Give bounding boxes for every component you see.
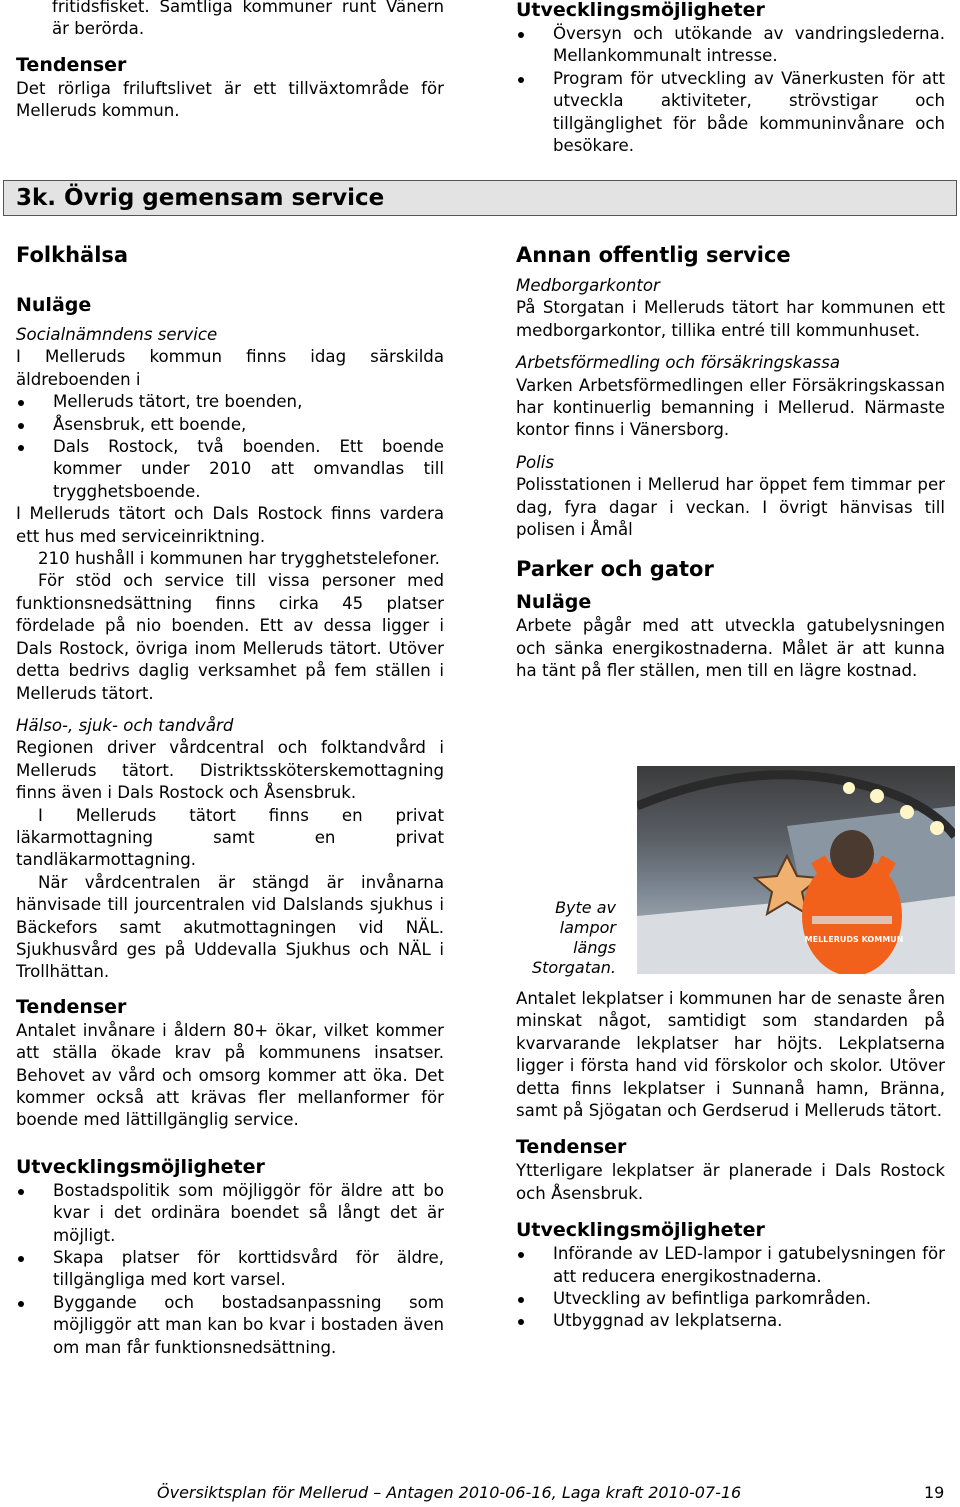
- arbets-title: Arbetsförmedling och försäkringskassa: [516, 353, 841, 373]
- folkhalsa-heading: Folkhälsa: [16, 243, 129, 267]
- top-left-column: [16, 0, 444, 123]
- list-item: Åsensbruk, ett boende,: [16, 414, 444, 436]
- social-intro: I Melleruds kommun finns idag särskilda äldreboenden i: [16, 347, 444, 389]
- left-column: [16, 241, 444, 1359]
- tendenser-text-right: Ytterligare lekplatser är planerade i Dals Rostock och Åsensbruk.: [516, 1161, 945, 1203]
- vest-print: MELLERUDS KOMMUN: [804, 935, 904, 944]
- page-number: 19: [924, 1483, 945, 1502]
- halso-p3: När vårdcentralen är stängd är invånarna hänvisade till jourcentralen vid Dalslands sjukhus i Bäckefors samt akutmottagningen vid NÄL. Sjukhusvård ges på Uddevalla Sjukhus och NÄL i Trollhättan.: [16, 872, 444, 982]
- list-item: Dals Rostock, två boenden. Ett boende kommer under 2010 att omvandlas till trygghetsboende.: [16, 436, 444, 503]
- right-column: [516, 241, 945, 683]
- medborg-title: Medborgarkontor: [516, 276, 660, 295]
- right-column-lower: [516, 988, 945, 1333]
- nulage-heading: Nuläge: [16, 294, 92, 316]
- parker-nulage-text: Arbete pågår med att utveckla gatubelysningen och sänka energikostnaderna. Målet är att kunna ha tänt på fler ställen, men till en lägre kostnad.: [516, 616, 945, 681]
- tendenser-heading: Tendenser: [16, 995, 127, 1018]
- utv-list-right: [516, 1243, 945, 1333]
- list-item: Program för utveckling av Vänerkusten för att utveckla aktiviteter, strövstigar och tillgänglighet för både kommuninvånare och besökare.: [516, 68, 945, 158]
- annan-heading: Annan offentlig service: [516, 243, 791, 267]
- utv-heading-top: Utvecklingsmöjligheter: [516, 0, 765, 21]
- utv-list-top: [516, 23, 945, 157]
- halso-p1: Regionen driver vårdcentral och folktandvård i Melleruds tätort. Distriktssköterskemottagning finns även i Dals Rostock och Åsensbruk.: [16, 738, 444, 803]
- section-title: 3k. Övrig gemensam service: [16, 185, 385, 211]
- list-item: Översyn och utökande av vandringslederna. Mellankommunalt intresse.: [516, 23, 945, 68]
- tendenser-text-top: Det rörliga friluftslivet är ett tillväxtområde för Melleruds kommun.: [16, 78, 444, 121]
- trygg-paragraph: 210 hushåll i kommunen har trygghetstelefoner.: [38, 549, 440, 569]
- medborg-text: På Storgatan i Melleruds tätort har kommunen ett medborgarkontor, tillika entré till kommunhuset.: [516, 298, 945, 340]
- polis-title: Polis: [516, 452, 555, 472]
- hus-paragraph: I Melleruds tätort och Dals Rostock finns vardera ett hus med serviceinriktning.: [16, 504, 444, 546]
- list-item: Utveckling av befintliga parkområden.: [516, 1288, 945, 1310]
- arbets-text: Varken Arbetsförmedlingen eller Försäkringskassan har kontinuerlig bemanning i Mellerud. Närmaste kontor finns i Vänersborg.: [516, 375, 945, 440]
- tendenser-heading-right: Tendenser: [516, 1136, 627, 1159]
- footer-text: Översiktsplan för Mellerud – Antagen 2010-06-16, Laga kraft 2010-07-16: [157, 1483, 742, 1502]
- section-header: [3, 180, 957, 216]
- halso-p2: I Melleruds tätort finns en privat läkarmottagning samt en privat tandläkarmottagning.: [16, 805, 444, 870]
- top-right-column: [516, 0, 945, 157]
- list-item: Utbyggnad av lekplatserna.: [516, 1310, 945, 1332]
- social-title: Socialnämndens service: [16, 325, 218, 344]
- lek-paragraph: Antalet lekplatser i kommunen har de senaste åren minskat något, samtidigt som standarden på kvarvarande lekplatser har höjts. Lekplatserna ligger i första hand vid förskolor och skolor. Utöver detta finns lekplatser i Sunnanå hamn, Bränna, samt på Sjögatan och Gerdserud i Melleruds tätort.: [516, 989, 945, 1121]
- list-item: Införande av LED-lampor i gatubelysningen för att reducera energikostnaderna.: [516, 1243, 945, 1288]
- photo-illustration: [637, 766, 955, 974]
- photo-caption: Byte av lampor längs Storgatan.: [531, 898, 616, 977]
- stod-paragraph: För stöd och service till vissa personer med funktionsnedsättning finns cirka 45 platser fördelade på nio boenden. Ett av dessa ligger i Dals Rostock, övriga inom Melleruds tätort. Utöver detta bedrivs daglig verksamhet på fem ställen i Melleruds tätort.: [16, 571, 444, 703]
- list-item: Byggande och bostadsanpassning som möjliggör att man kan bo kvar i bostaden även om man får funktionsnedsättning.: [16, 1292, 444, 1359]
- list-item: Melleruds tätort, tre boenden,: [16, 391, 444, 413]
- tendenser-heading-top: Tendenser: [16, 53, 127, 76]
- parker-nulage-heading: Nuläge: [516, 591, 592, 614]
- boenden-list: [16, 391, 444, 503]
- list-item: Skapa platser för korttidsvård för äldre, tillgängliga med kort varsel.: [16, 1247, 444, 1292]
- continued-paragraph: fritidsfisket. Samtliga kommuner runt Vänern är berörda.: [52, 0, 444, 39]
- utv-heading: Utvecklingsmöjligheter: [16, 1155, 265, 1178]
- halso-title: Hälso-, sjuk- och tandvård: [16, 715, 234, 735]
- utv-heading-right: Utvecklingsmöjligheter: [516, 1219, 765, 1242]
- polis-text: Polisstationen i Mellerud har öppet fem timmar per dag, fyra dagar i veckan. I övrigt hänvisas till polisen i Åmål: [516, 475, 945, 540]
- tendenser-text: Antalet invånare i åldern 80+ ökar, vilket kommer att ställa ökade krav på kommunens insatser. Behovet av vård och omsorg kommer att öka. Det kommer också att krävas fler mellanformer för boende med lättillgänglig service.: [16, 1020, 444, 1130]
- utv-list: [16, 1180, 444, 1359]
- street-lamp-photo: [637, 766, 955, 974]
- parker-heading: Parker och gator: [516, 557, 714, 582]
- list-item: Bostadspolitik som möjliggör för äldre att bo kvar i det ordinära boendet så långt det är möjligt.: [16, 1180, 444, 1247]
